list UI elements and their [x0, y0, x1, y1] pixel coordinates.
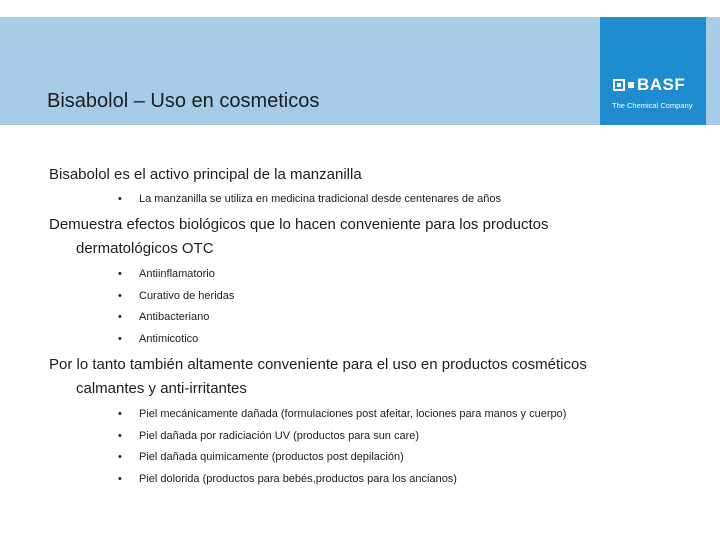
- bullet-icon: •: [118, 193, 122, 205]
- bullet-icon: •: [118, 290, 122, 302]
- sub-point: [118, 332, 698, 346]
- sub-point-text: Piel dolorida (productos para bebés,productos para los ancianos): [139, 473, 457, 485]
- main-point-text-continued: calmantes y anti-irritantes: [76, 380, 247, 397]
- sub-point-text: Antiinflamatorio: [139, 268, 215, 280]
- bullet-icon: •: [118, 451, 122, 463]
- main-point-text: Demuestra efectos biológicos que lo hacen conveniente para los productos: [49, 216, 549, 233]
- bullet-icon: •: [118, 268, 122, 280]
- sub-point-text: Curativo de heridas: [139, 290, 235, 302]
- main-point: [49, 163, 689, 187]
- sub-point-text: Piel dañada por radiciación UV (productos para sun care): [139, 430, 420, 442]
- bullet-icon: •: [118, 333, 122, 345]
- sub-point: [118, 310, 698, 324]
- sub-point-text: La manzanilla se utiliza en medicina tradicional desde centenares de años: [139, 193, 502, 205]
- sub-point-text: Antibacteriano: [139, 311, 210, 323]
- main-point: [49, 213, 689, 261]
- sub-point: [118, 472, 698, 486]
- main-point-text: Bisabolol es el activo principal de la manzanilla: [49, 166, 362, 183]
- bullet-icon: •: [118, 473, 122, 485]
- sub-point-text: Piel mecánicamente dañada (formulaciones post afeitar, lociones para manos y cuerpo): [139, 408, 567, 420]
- sub-point: [118, 192, 698, 206]
- sub-point: [118, 267, 698, 281]
- sub-point-text: Antimicotico: [139, 333, 199, 345]
- slide-title: Bisabolol – Uso en cosmeticos: [47, 90, 320, 112]
- bullet-icon: •: [118, 408, 122, 420]
- logo-tagline: The Chemical Company: [612, 101, 693, 110]
- main-point-text-continued: dermatológicos OTC: [76, 240, 214, 257]
- main-point: [49, 353, 689, 401]
- logo-wordmark: BASF: [637, 75, 686, 94]
- main-point-text: Por lo tanto también altamente conveniente para el uso en productos cosméticos: [49, 356, 587, 373]
- bullet-icon: •: [118, 311, 122, 323]
- sub-point: [118, 407, 698, 421]
- bullet-icon: •: [118, 430, 122, 442]
- sub-point: [118, 429, 698, 443]
- sub-point: [118, 450, 698, 464]
- sub-point: [118, 289, 698, 303]
- sub-point-text: Piel dañada quimicamente (productos post depilación): [139, 451, 404, 463]
